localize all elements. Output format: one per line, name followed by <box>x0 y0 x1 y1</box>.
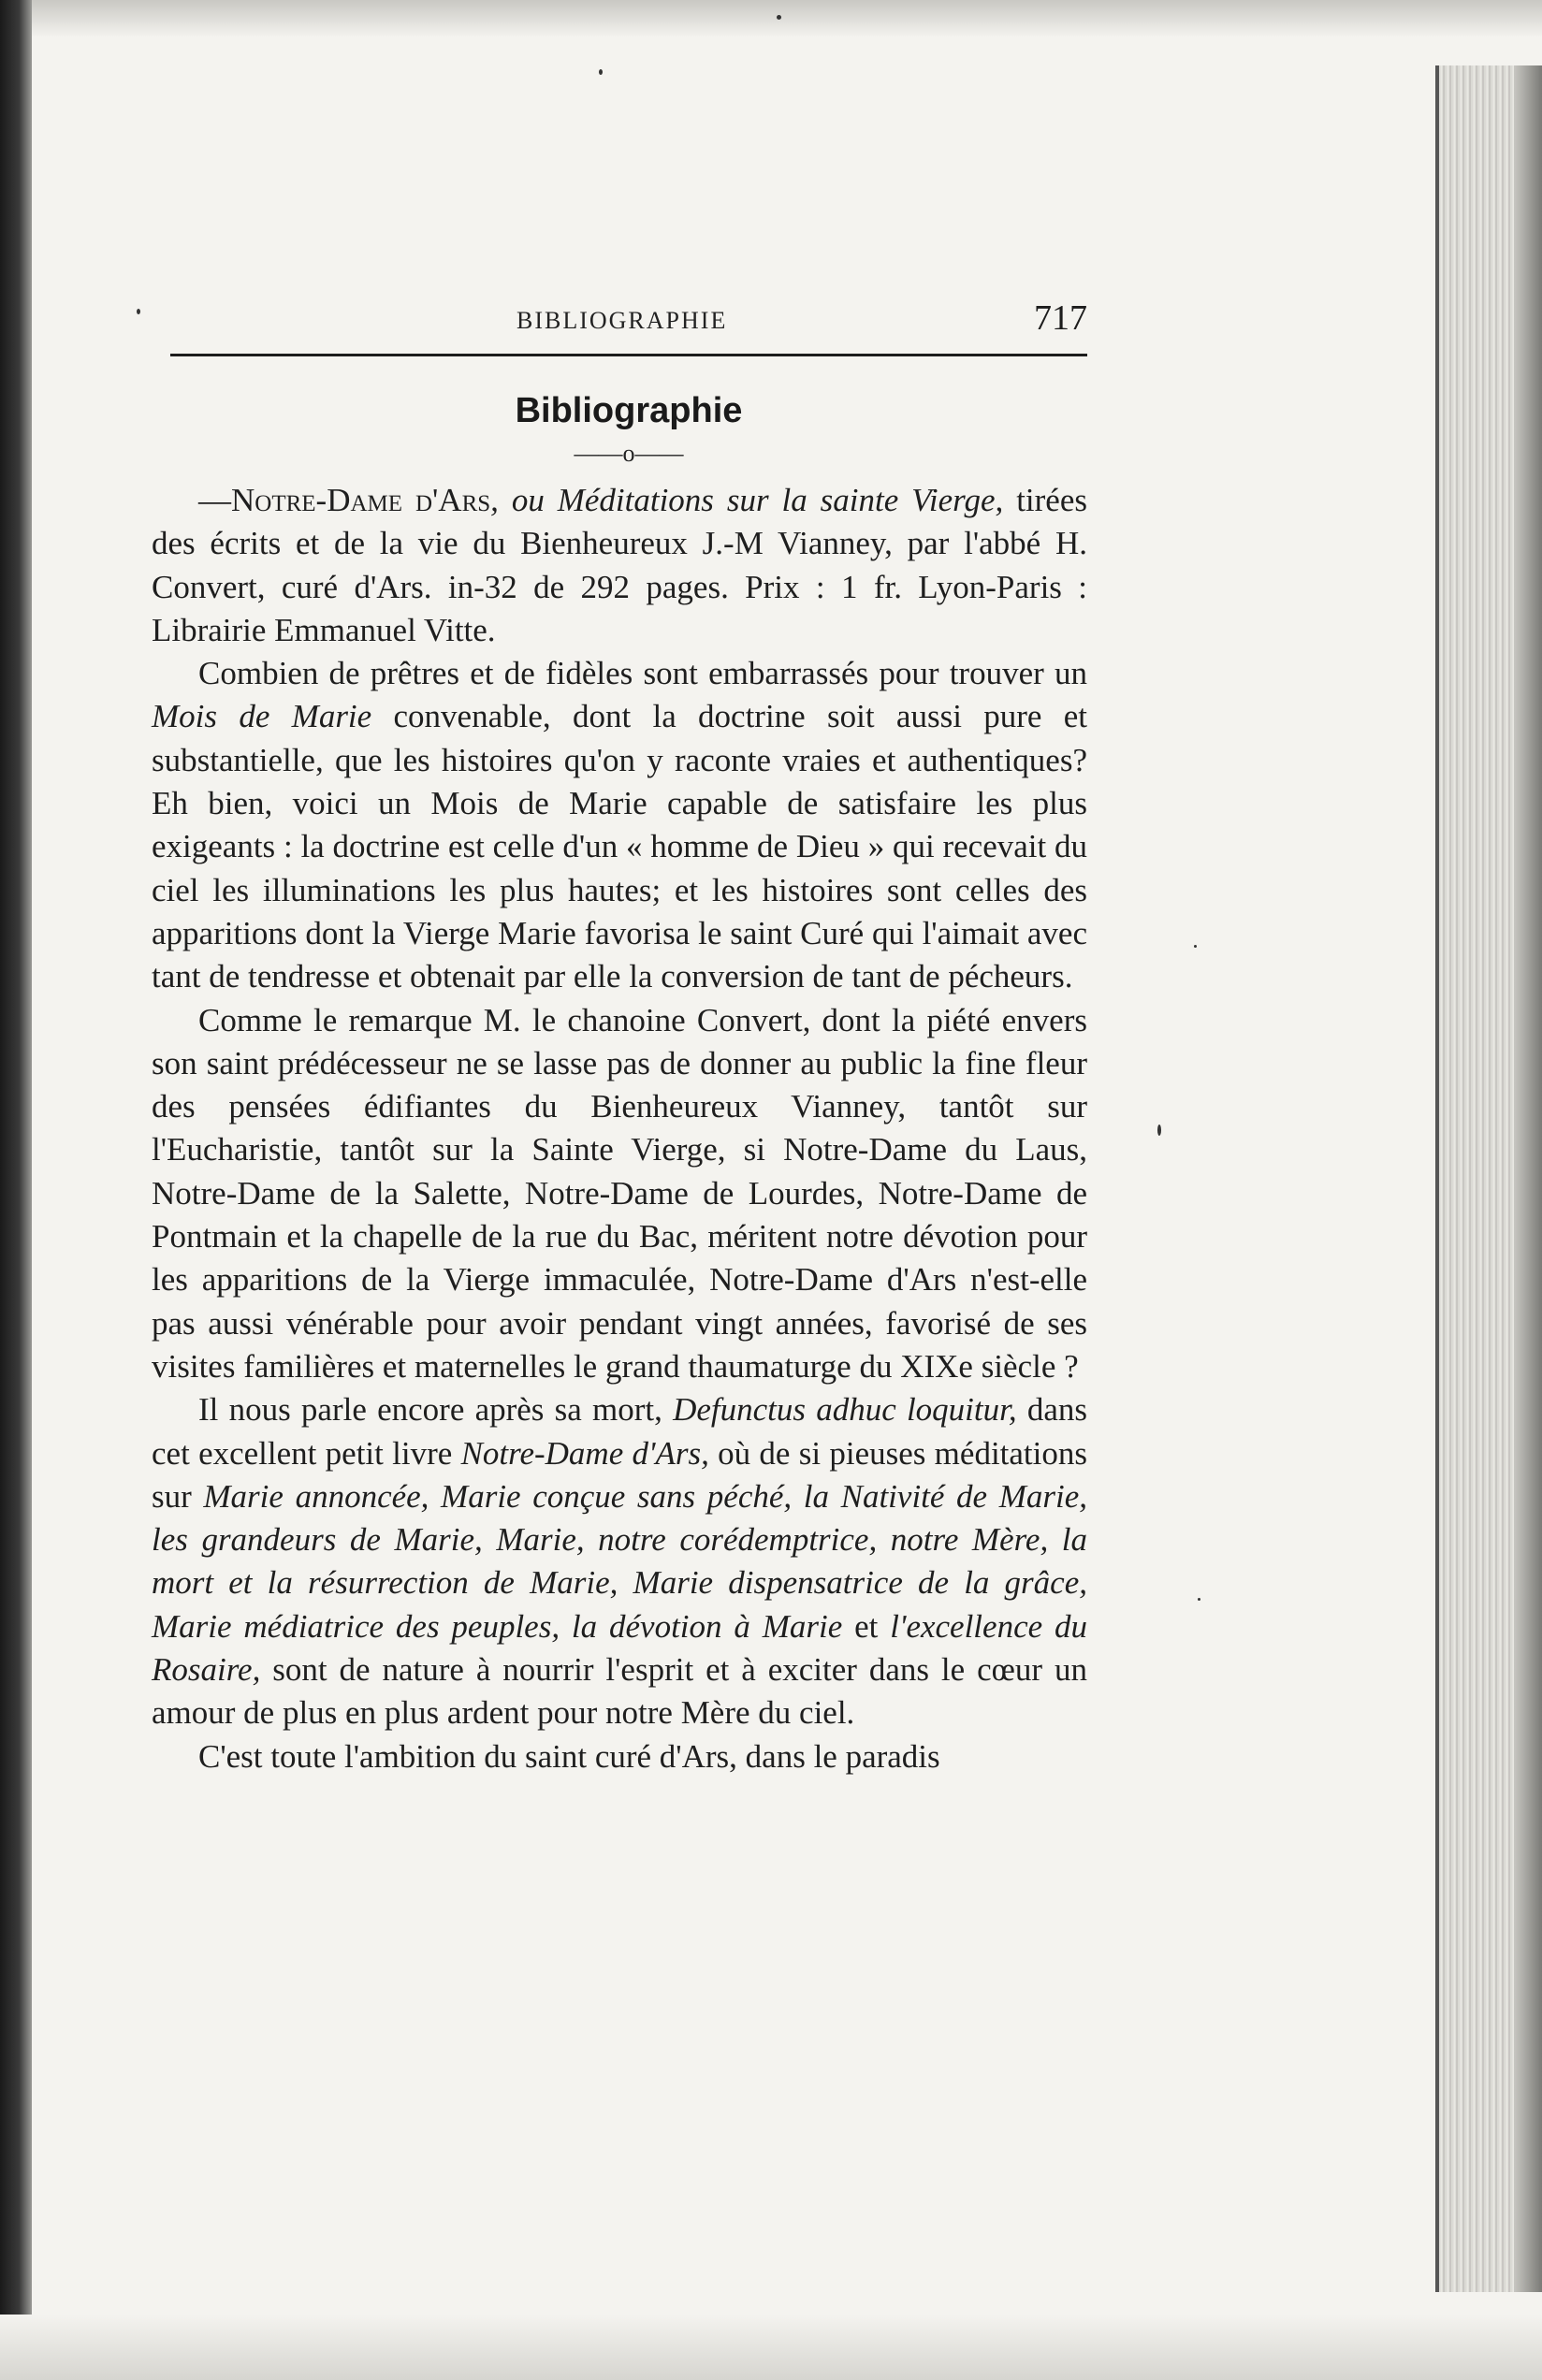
top-shadow <box>0 0 1542 37</box>
paragraph-italic: Marie annoncée, Marie conçue sans péché, la Nativité de Marie, les grandeurs de Marie, Marie, notre corédemptrice, notre Mère, la mort et la résurrection de Marie, Marie dispensatrice de la grâce, Marie médiatrice des peuples, la dévotion à Marie <box>152 1477 1087 1645</box>
dust-speck <box>137 309 140 314</box>
paragraph-text: où de si pieuses méditations sur <box>152 1434 1087 1515</box>
page-number: 717 <box>1034 298 1087 338</box>
title-divider: ——o—— <box>574 440 684 467</box>
dust-speck <box>1194 945 1197 948</box>
paragraph-text: et <box>842 1607 891 1645</box>
paragraph-entry <box>152 479 1087 652</box>
paragraph-text: dans cet excellent petit livre <box>152 1391 1087 1472</box>
section-title: Bibliographie <box>515 391 743 430</box>
binding-shadow <box>0 0 32 2380</box>
paragraph-2 <box>152 652 1087 998</box>
paragraph-text: Combien de prêtres et de fidèles sont embarrassés pour trouver un <box>198 655 1087 692</box>
book-citation: tirées des écrits et de la vie du Bienheureux J.-M Vianney, par l'abbé H. Convert, curé d'Ars. in-32 de 292 pages. Prix : 1 fr. Lyon-Paris : Librairie Emmanuel Vitte. <box>152 482 1087 648</box>
dust-speck <box>599 69 603 75</box>
running-head: BIBLIOGRAPHIE <box>516 307 728 334</box>
dust-speck <box>777 15 781 20</box>
paragraph-5: C'est toute l'ambition du saint curé d'Ars, dans le paradis <box>198 1737 940 1775</box>
paragraph-4 <box>152 1388 1087 1734</box>
book-title: Notre-Dame d'Ars <box>231 482 491 518</box>
paragraph-italic: l'excellence du Rosaire, <box>152 1607 1087 1689</box>
bottom-shade <box>0 2315 1542 2380</box>
paragraph-italic: Defunctus adhuc loquitur, <box>673 1391 1017 1429</box>
paragraph-italic: Notre-Dame d'Ars, <box>460 1434 709 1472</box>
paragraph-italic: Mois de Marie <box>152 698 372 735</box>
page-header <box>170 298 1087 356</box>
paragraph-3: Comme le remarque M. le chanoine Convert, dont la piété envers son saint prédécesseur ne se lasse pas de donner au public la fine fleur des pensées édifiantes du Bienheureux Vianney, tantôt sur l'Eucharistie, tantôt sur la Sainte Vierge, si Notre-Dame du Laus, Notre-Dame de la Salette, Notre-Dame de Lourdes, Notre-Dame de Pontmain et la chapelle de la rue du Bac, méritent notre dévotion pour les apparitions de la Vierge immaculée, Notre-Dame d'Ars n'est-elle pas aussi vénérable pour avoir pendant vingt années, favorisé de ses visites familières et maternelles le grand thaumaturge du XIXe siècle ? <box>152 1001 1087 1385</box>
paragraph-text: sont de nature à nourrir l'esprit et à exciter dans le cœur un amour de plus en plus ardent pour notre Mère du ciel. <box>152 1651 1087 1732</box>
paragraph-text: Il nous parle encore après sa mort, <box>198 1391 674 1429</box>
dust-speck <box>1157 1125 1161 1136</box>
page-edges <box>1435 65 1542 2292</box>
dust-speck <box>1198 1598 1200 1601</box>
book-subtitle: , ou Méditations sur la sainte Vierge, <box>490 482 1004 518</box>
body-text <box>152 479 1087 1778</box>
entry-dash: — <box>198 482 231 518</box>
paragraph-text: convenable, dont la doctrine soit aussi pure et substantielle, que les histoires qu'on y raconte vraies et authentiques? Eh bien, voici un Mois de Marie capable de satisfaire les plus exigeants : la doctrine est celle d'un « homme de Dieu » qui recevait du ciel les illuminations les plus hautes; et les histoires sont celles des apparitions dont la Vierge Marie favorisa le saint Curé qui l'aimait avec tant de tendresse et obtenait par elle la conversion de tant de pécheurs. <box>152 698 1087 995</box>
